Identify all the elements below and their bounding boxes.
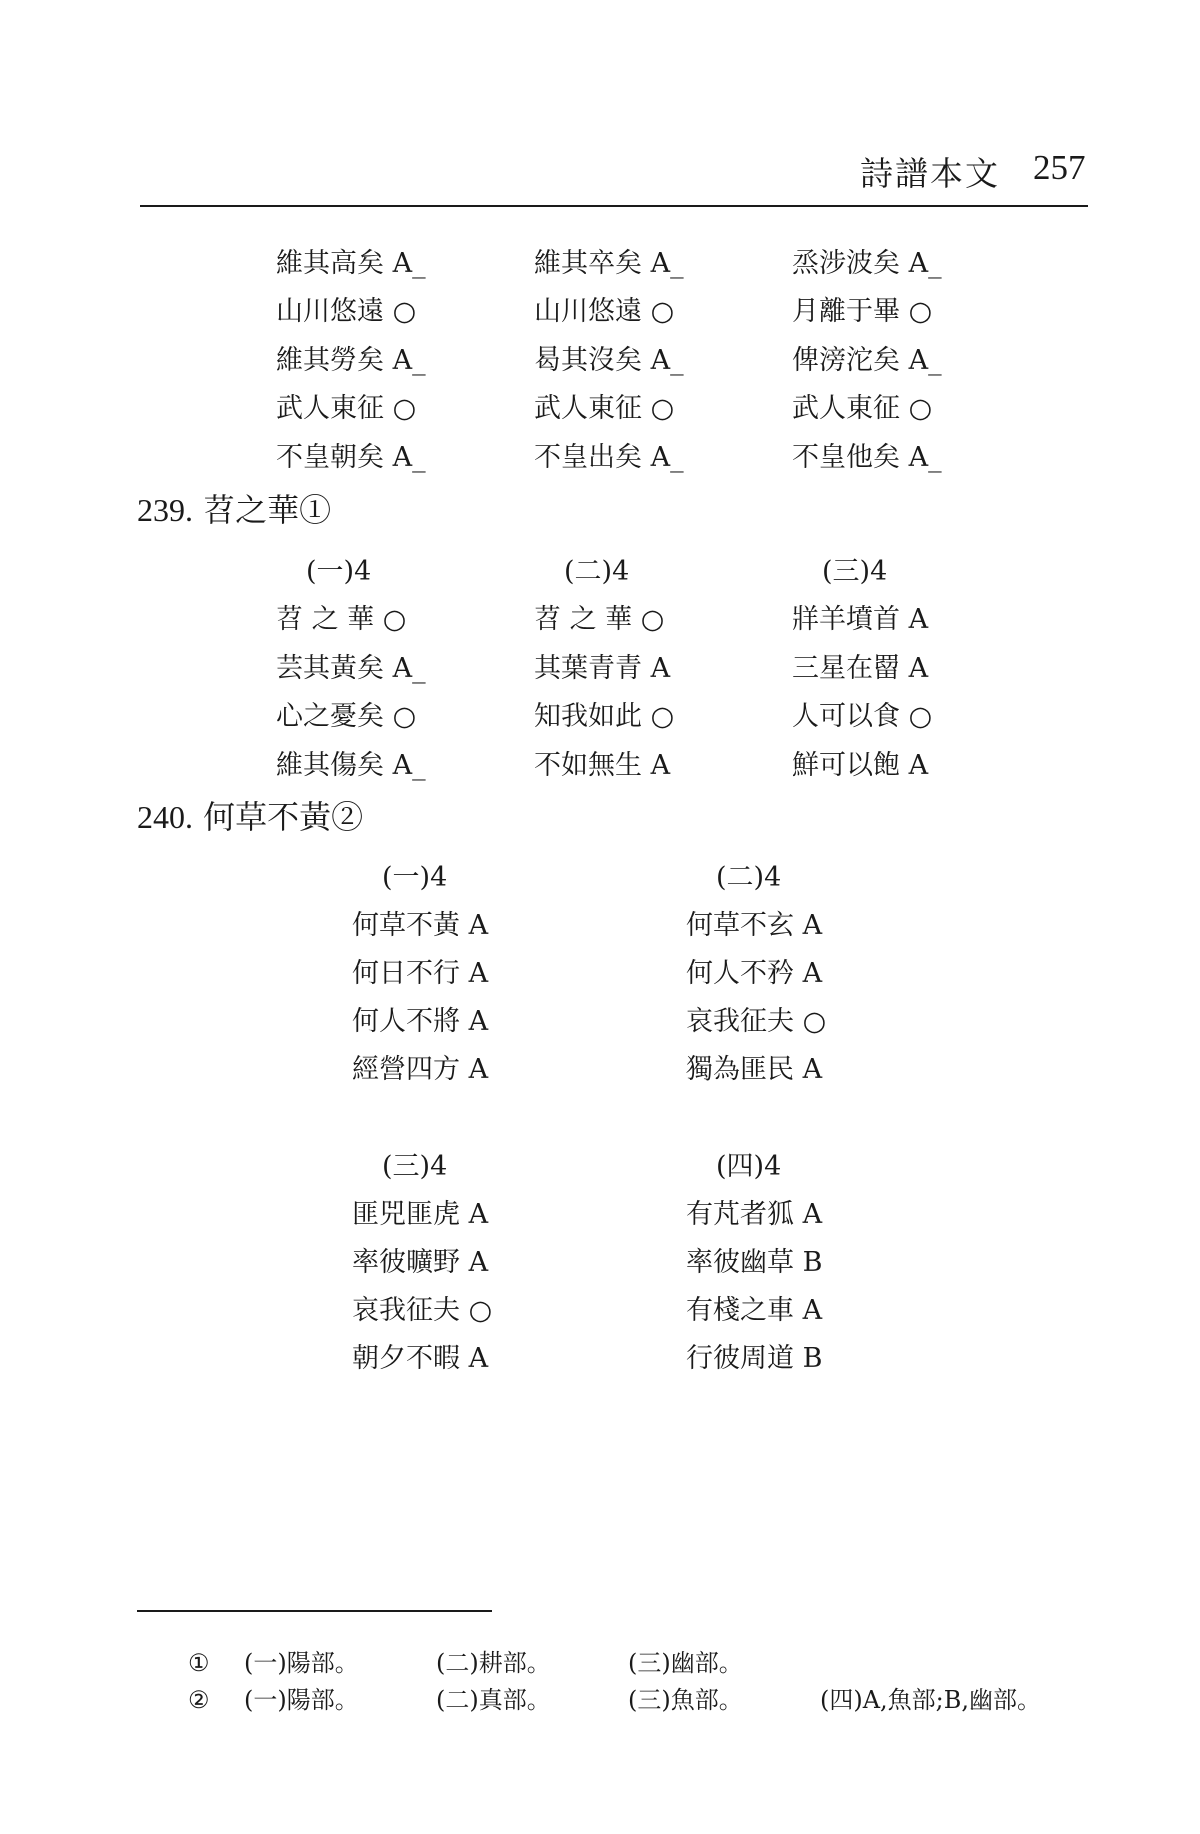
verse-line: 何人不矜 A [686, 958, 823, 989]
verse-line: 維其卒矣 A_ [534, 248, 684, 279]
footnote-item: (三)魚部。 [628, 1686, 743, 1714]
verse-line: 武人東征 ○ [534, 393, 675, 424]
poem-number: 239. [137, 492, 193, 528]
footnote-item: (一)陽部。 [244, 1649, 359, 1677]
verse-line: 武人東征 ○ [792, 393, 933, 424]
verse-line: 維其高矣 A_ [276, 248, 426, 279]
verse-line: 行彼周道 B [686, 1343, 823, 1374]
verse-line: 有芃者狐 A [686, 1199, 823, 1230]
stanza-heading: (三)4 [822, 556, 888, 587]
footnote-marker: ① [188, 1649, 210, 1677]
stanza-heading: (二)4 [564, 556, 630, 587]
verse-line: 經營四方 A [352, 1054, 489, 1085]
verse-line: 獨為匪民 A [686, 1054, 823, 1085]
verse-line: 苕 之 華 ○ [276, 604, 407, 635]
verse-line: 武人東征 ○ [276, 393, 417, 424]
verse-line: 何草不黃 A [352, 910, 489, 941]
verse-line: 哀我征夫 ○ [352, 1295, 493, 1326]
verse-line: 匪兕匪虎 A [352, 1199, 489, 1230]
stanza-heading: (三)4 [382, 1151, 448, 1182]
footnote-item: (四)A,魚部;B,幽部。 [820, 1686, 1042, 1714]
verse-line: 朝夕不暇 A [352, 1343, 489, 1374]
verse-line: 不皇朝矣 A_ [276, 442, 426, 473]
header-rule [140, 205, 1088, 207]
footnote-marker: ② [188, 1686, 210, 1714]
verse-line: 何日不行 A [352, 958, 489, 989]
verse-line: 率彼曠野 A [352, 1247, 489, 1278]
stanza-heading: (二)4 [716, 862, 782, 893]
verse-line: 月離于畢 ○ [792, 296, 933, 327]
verse-line: 維其傷矣 A_ [276, 750, 426, 781]
verse-line: 曷其沒矣 A_ [534, 345, 684, 376]
verse-line: 何人不將 A [352, 1006, 489, 1037]
verse-line: 其葉青青 A [534, 653, 671, 684]
verse-line: 牂羊墳首 A [792, 604, 929, 635]
stanza-heading: (一)4 [382, 862, 448, 893]
footnote-item: (二)真部。 [436, 1686, 551, 1714]
verse-line: 不如無生 A [534, 750, 671, 781]
footnote-item: (三)幽部。 [628, 1649, 743, 1677]
verse-line: 率彼幽草 B [686, 1247, 823, 1278]
verse-line: 鮮可以飽 A [792, 750, 929, 781]
poem-number: 240. [137, 799, 193, 835]
verse-line: 維其勞矣 A_ [276, 345, 426, 376]
page-number: 257 [1033, 148, 1086, 187]
poem-title: 苕之華① [203, 491, 332, 529]
poem-title: 何草不黃② [203, 798, 364, 836]
footnote-item: (一)陽部。 [244, 1686, 359, 1714]
verse-line: 知我如此 ○ [534, 701, 675, 732]
stanza-heading: (四)4 [716, 1151, 782, 1182]
verse-line: 人可以食 ○ [792, 701, 933, 732]
verse-line: 俾滂沱矣 A_ [792, 345, 942, 376]
verse-line: 不皇出矣 A_ [534, 442, 684, 473]
poem-240-heading [137, 798, 364, 836]
verse-line: 山川悠遠 ○ [534, 296, 675, 327]
verse-line: 心之憂矣 ○ [276, 701, 417, 732]
verse-line: 哀我征夫 ○ [686, 1006, 827, 1037]
verse-line: 苕 之 華 ○ [534, 604, 665, 635]
verse-line: 山川悠遠 ○ [276, 296, 417, 327]
footnote-item: (二)耕部。 [436, 1649, 551, 1677]
stanza-heading: (一)4 [306, 556, 372, 587]
verse-line: 有棧之車 A [686, 1295, 823, 1326]
running-header-title: 詩譜本文 [860, 154, 1000, 193]
poem-239-heading [137, 491, 332, 529]
verse-line: 芸其黃矣 A_ [276, 653, 426, 684]
verse-line: 何草不玄 A [686, 910, 823, 941]
footnote-2 [188, 1686, 1042, 1832]
verse-line: 三星在罶 A [792, 653, 929, 684]
footnote-rule [137, 1610, 492, 1612]
verse-line: 不皇他矣 A_ [792, 442, 942, 473]
verse-line: 烝涉波矣 A_ [792, 248, 942, 279]
